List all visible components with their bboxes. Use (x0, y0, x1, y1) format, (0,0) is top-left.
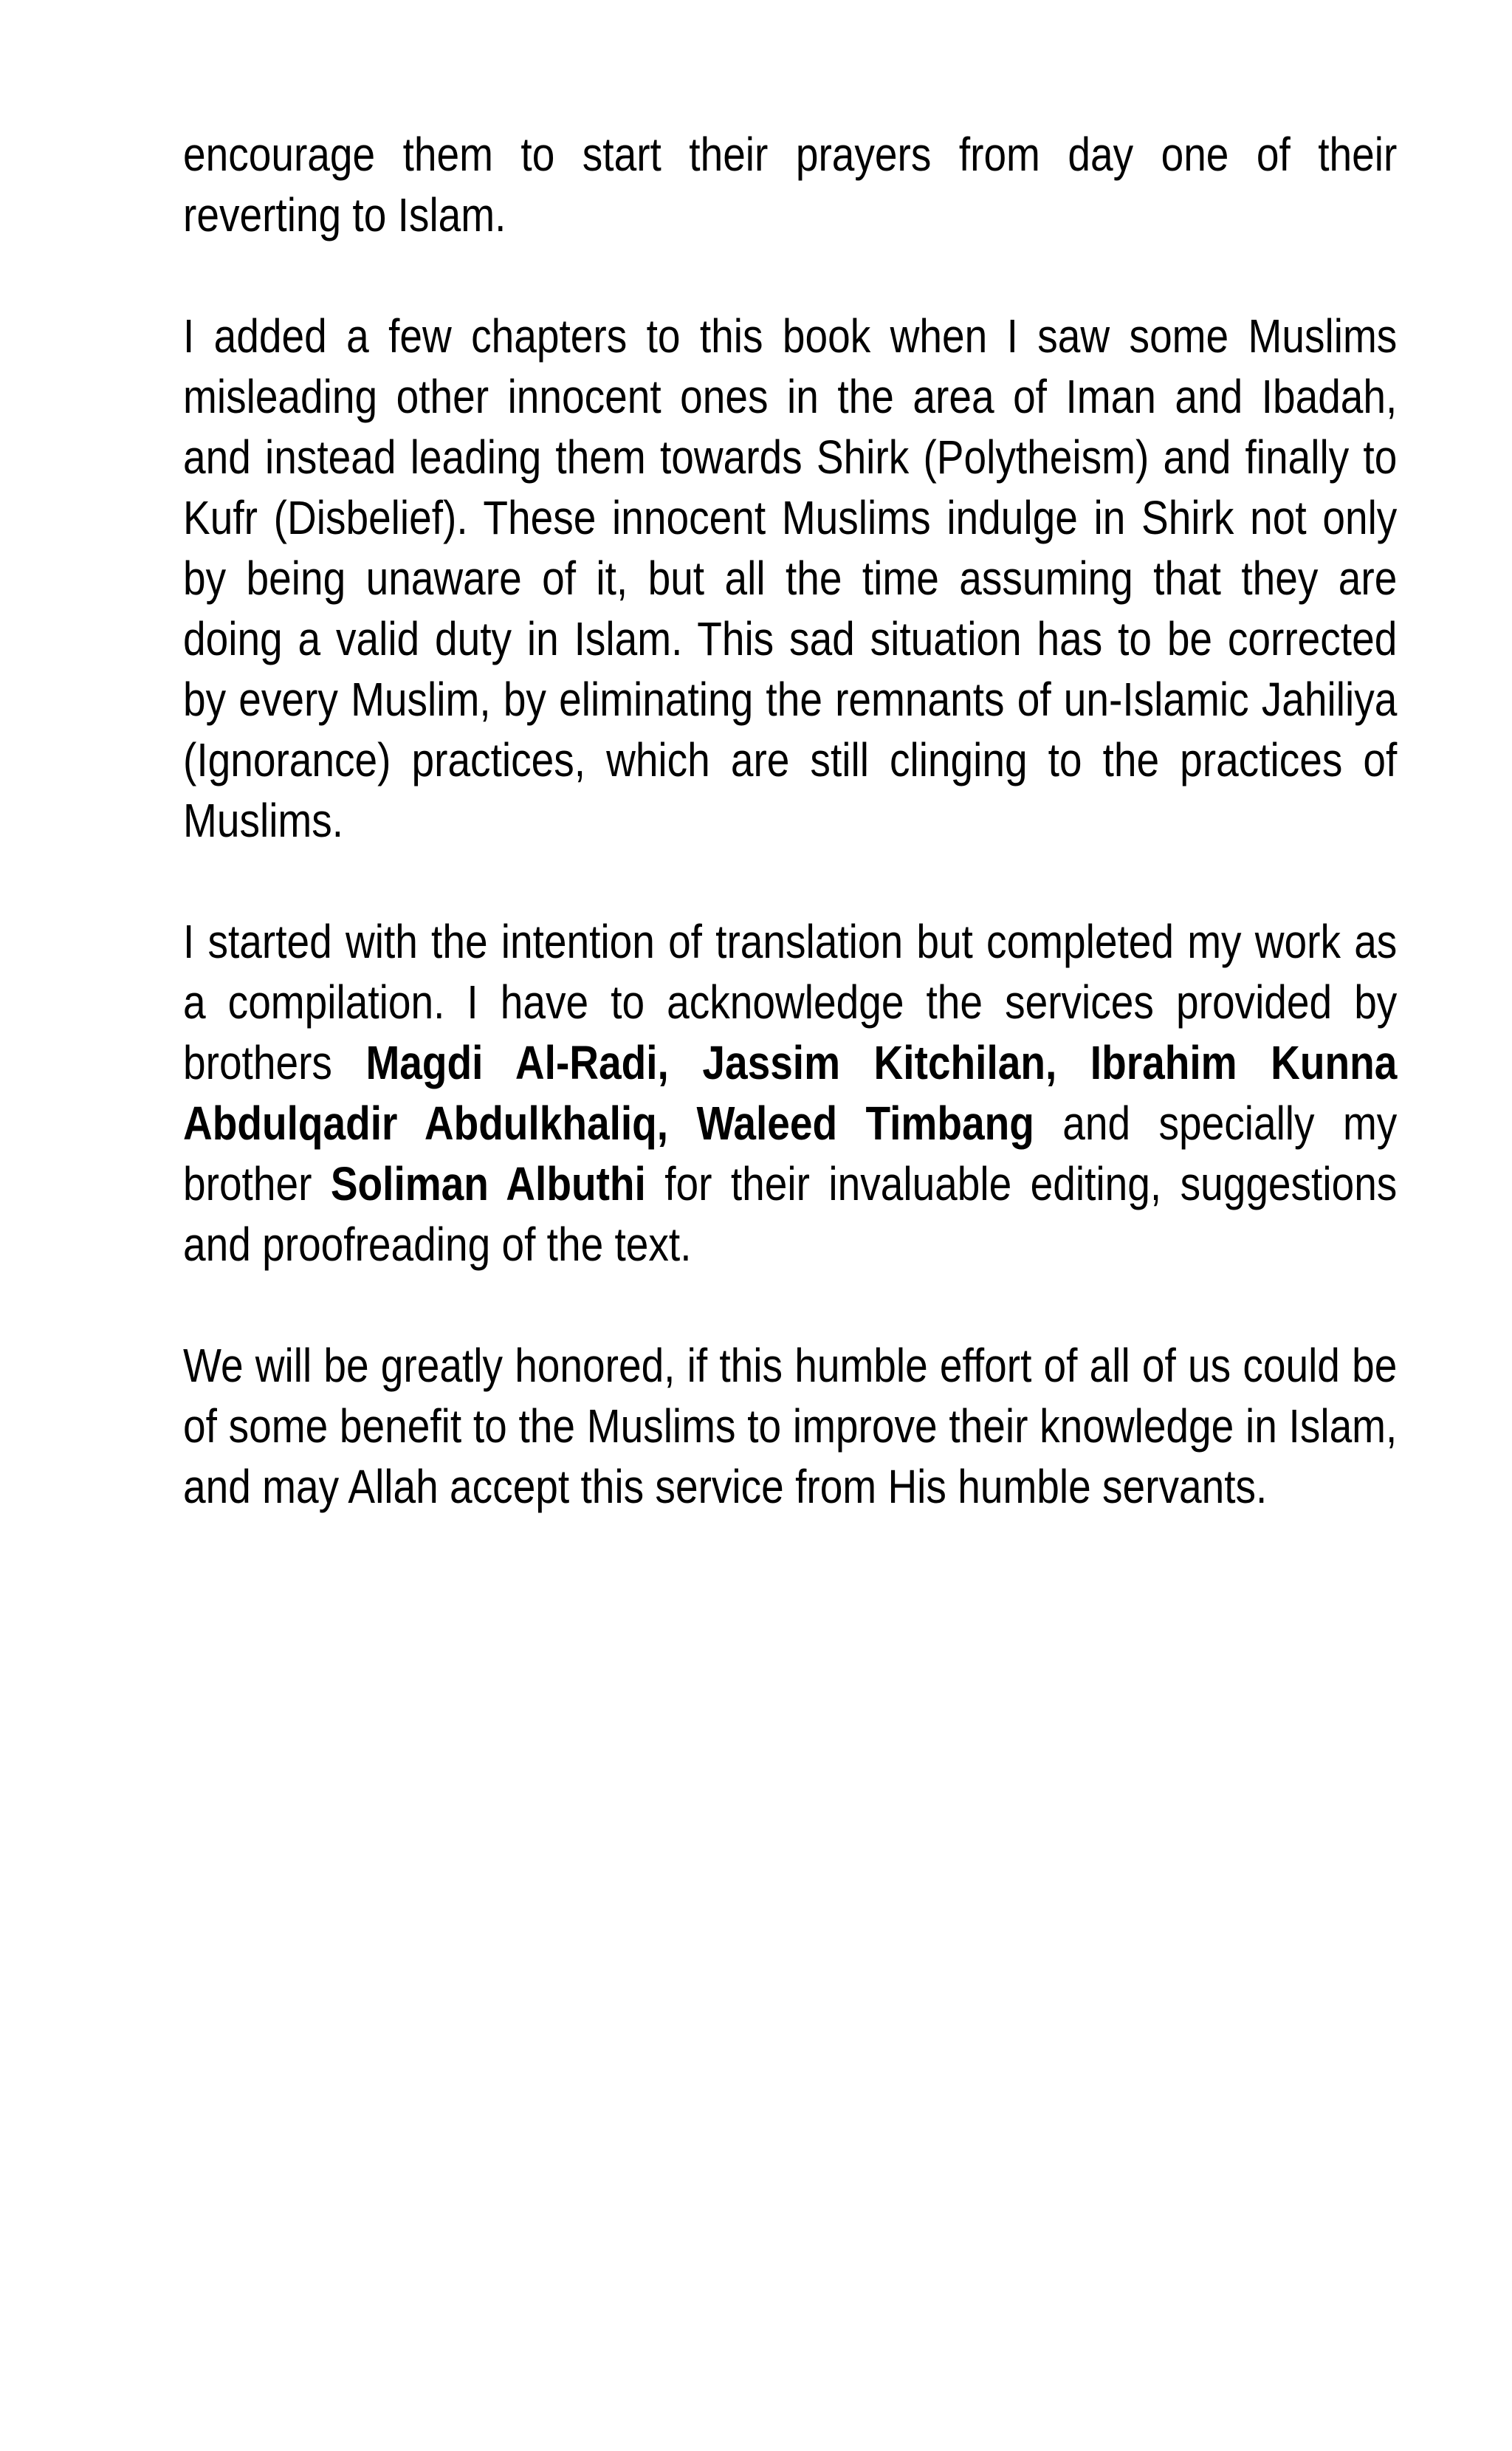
paragraph-prayers: encourage them to start their prayers from day one of their reverting to Islam. (183, 128, 1398, 241)
ack-brother-name-bold: Soliman Albuthi (330, 1157, 646, 1210)
paragraph-chapters: I added a few chapters to this book when I saw some Muslims misleading other innocent ones in the area of Iman and Ibadah, and instead leading them towards Shirk (Polytheism) and finally to Kufr (Disbelief). These innocent Muslims indulge in Shirk not only by being unaware of it, but all the time assuming that they are doing a valid duty in Islam. This sad situation has to be corrected by every Muslim, by eliminating the remnants of un-Islamic Jahiliya (Ignorance) practices, which are still clinging to the practices of Muslims. (183, 309, 1398, 847)
ack-text-start: I started with the intention of translation but completed my work as a compilation. I have to acknowledge the services provided by brothers (183, 915, 1398, 1089)
paragraph-acknowledgement (183, 911, 1397, 1275)
ack-text-middle: and specially my brother (183, 1097, 1398, 1210)
paragraph-closing: We will be greatly honored, if this humble effort of all of us could be of some benefit to the Muslims to improve their knowledge in Islam, and may Allah accept this service from His humble servants. (183, 1339, 1398, 1513)
ack-text-end: for their invaluable editing, suggestions and proofreading of the text. (183, 1157, 1398, 1271)
ack-names-bold: Magdi Al-Radi, Jassim Kitchilan, Ibrahim Kunna Abdulqadir Abdulkhaliq, Waleed Timbang (183, 1036, 1398, 1150)
document-page (183, 124, 1397, 1517)
